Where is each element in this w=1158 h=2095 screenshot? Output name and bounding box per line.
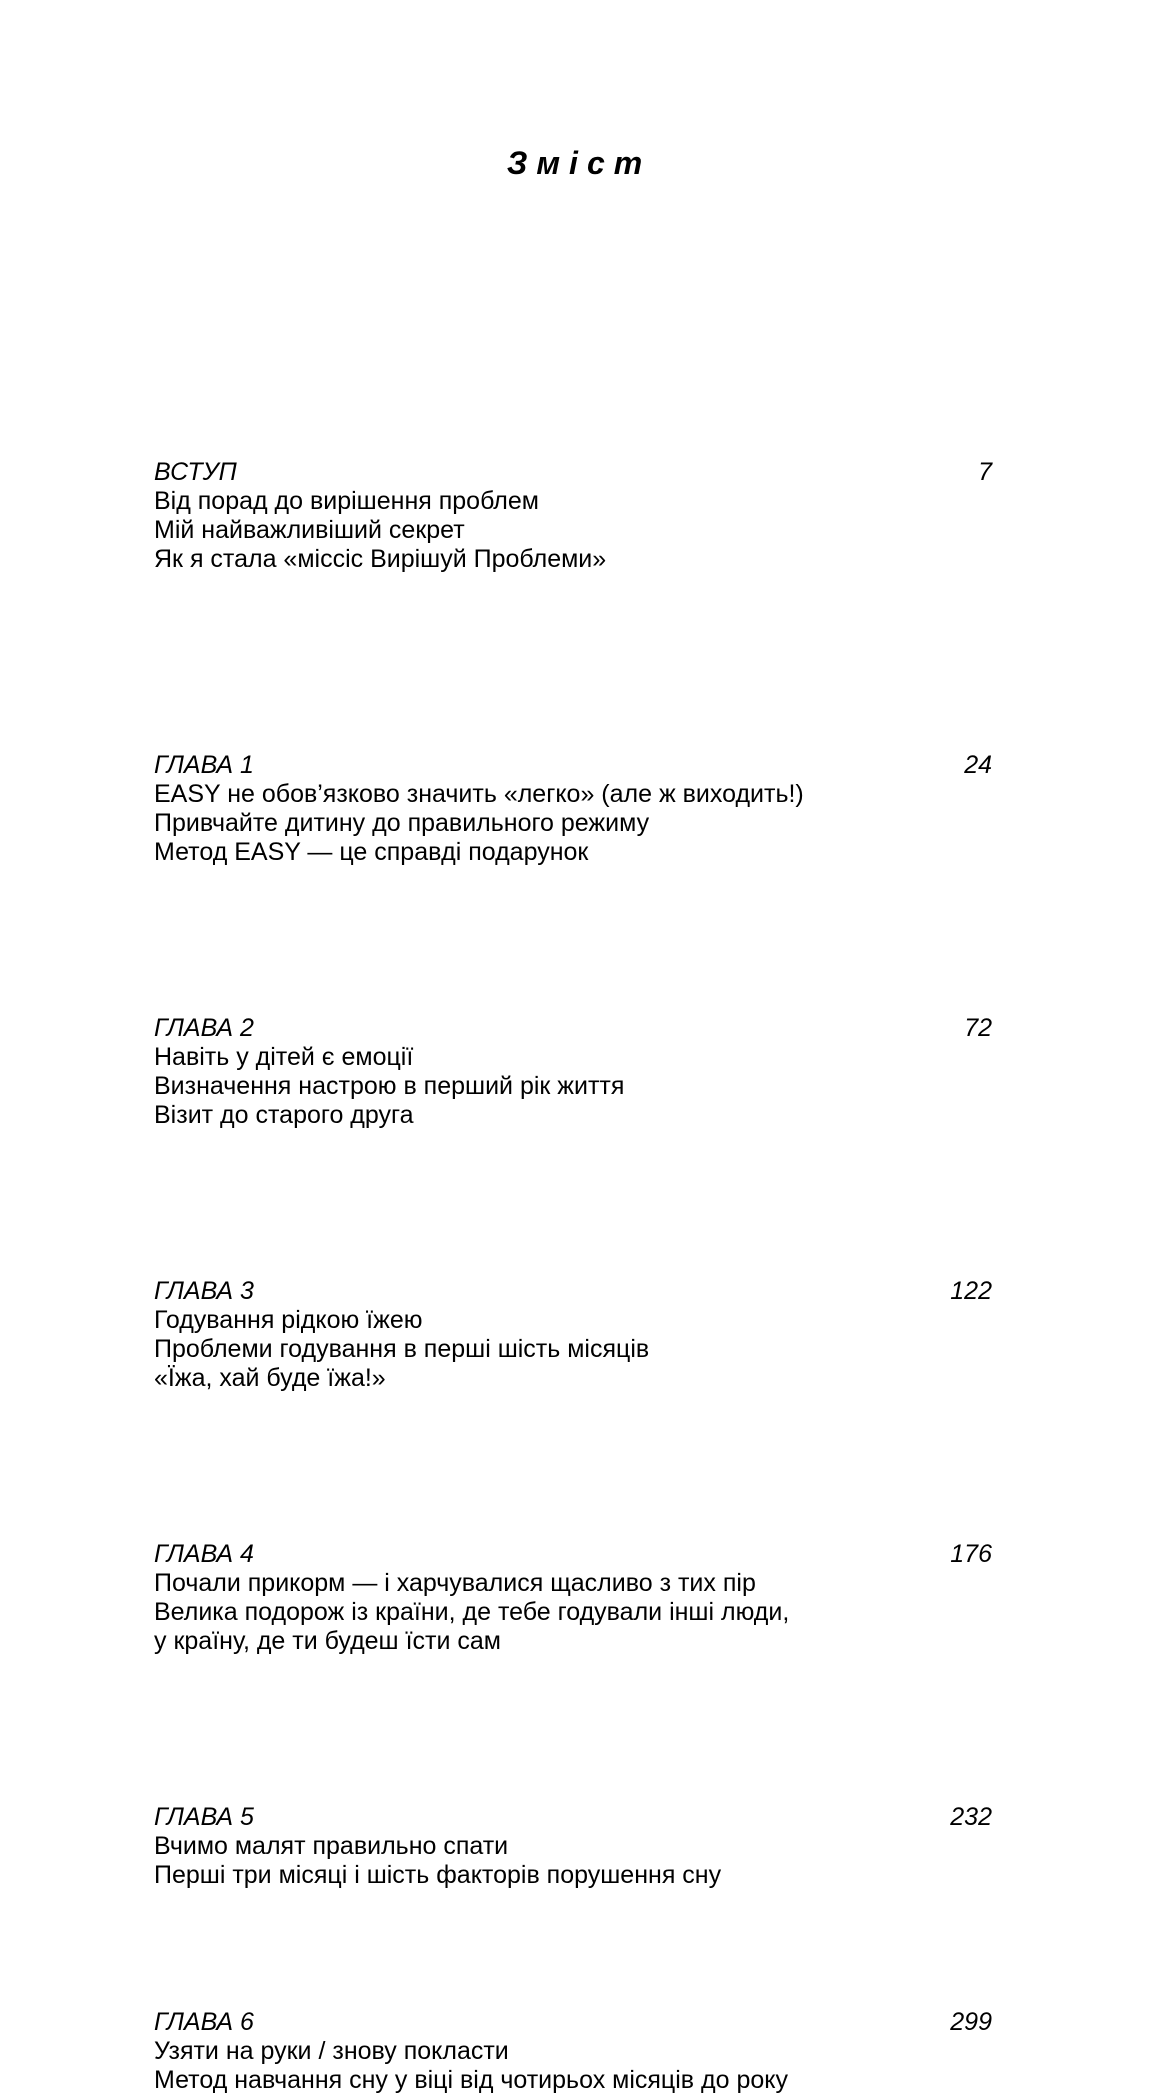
subsection-line: у країну, де ти будеш їсти сам <box>154 1627 501 1655</box>
subsection-line: Метод навчання сну у віці від чотирьох місяців до року <box>154 2066 788 2094</box>
toc-section-chapter-4 <box>154 1540 992 1656</box>
subsection-line: Велика подорож із країни, де тебе годували інші люди, <box>154 1598 790 1626</box>
page-number: 122 <box>950 1277 992 1305</box>
page-title: Зміст <box>506 145 652 181</box>
subsection-line: Перші три місяці і шість факторів порушення сну <box>154 1861 722 1889</box>
subsection-line: Від порад до вирішення проблем <box>154 487 539 515</box>
section-heading-row <box>154 1803 992 1832</box>
section-heading: ГЛАВА 1 <box>154 751 254 779</box>
subsection-line: Проблеми годування в перші шість місяців <box>154 1335 650 1363</box>
toc-section-chapter-6 <box>154 2008 992 2095</box>
page-number: 176 <box>950 1540 992 1568</box>
section-heading: ГЛАВА 5 <box>154 1803 254 1831</box>
subsection-line: Навіть у дітей є емоції <box>154 1043 414 1071</box>
section-heading-row <box>154 458 992 487</box>
section-heading-row <box>154 2008 992 2037</box>
subsection-line: EASY не обов’язково значить «легко» (але ж виходить!) <box>154 780 804 808</box>
subsection-line: Мій найважливіший секрет <box>154 516 465 544</box>
toc-section-chapter-1 <box>154 751 992 867</box>
page-number: 232 <box>950 1803 992 1831</box>
subsection-line: Годування рідкою їжею <box>154 1306 423 1334</box>
subsection-line: «Їжа, хай буде їжа!» <box>154 1364 386 1392</box>
page-number: 72 <box>964 1014 992 1042</box>
section-heading: ГЛАВА 4 <box>154 1540 254 1568</box>
subsection-line: Привчайте дитину до правильного режиму <box>154 809 650 837</box>
section-heading-row <box>154 1277 992 1306</box>
section-heading: ГЛАВА 6 <box>154 2008 254 2036</box>
subsection-line: Метод EASY — це справді подарунок <box>154 838 589 866</box>
page-number: 7 <box>978 458 992 486</box>
subsection-line: Як я стала «міссіс Вирішуй Проблеми» <box>154 545 607 573</box>
subsection-line: Почали прикорм — і харчувалися щасливо з тих пір <box>154 1569 756 1597</box>
toc-section-intro <box>154 458 992 574</box>
page-number: 24 <box>964 751 992 779</box>
section-heading-row <box>154 1014 992 1043</box>
subsection-line: Узяти на руки / знову покласти <box>154 2037 509 2065</box>
section-heading-row <box>154 1540 992 1569</box>
subsection-line: Вчимо малят правильно спати <box>154 1832 509 1860</box>
subsection-line: Візит до старого друга <box>154 1101 414 1129</box>
subsection-line: Визначення настрою в перший рік життя <box>154 1072 625 1100</box>
section-heading: ГЛАВА 3 <box>154 1277 254 1305</box>
toc-section-chapter-2 <box>154 1014 992 1130</box>
page-number: 299 <box>950 2008 992 2036</box>
section-heading: ГЛАВА 2 <box>154 1014 254 1042</box>
section-heading: ВСТУП <box>154 458 237 486</box>
section-heading-row <box>154 751 992 780</box>
toc-section-chapter-3 <box>154 1277 992 1393</box>
toc-section-chapter-5 <box>154 1803 992 1890</box>
